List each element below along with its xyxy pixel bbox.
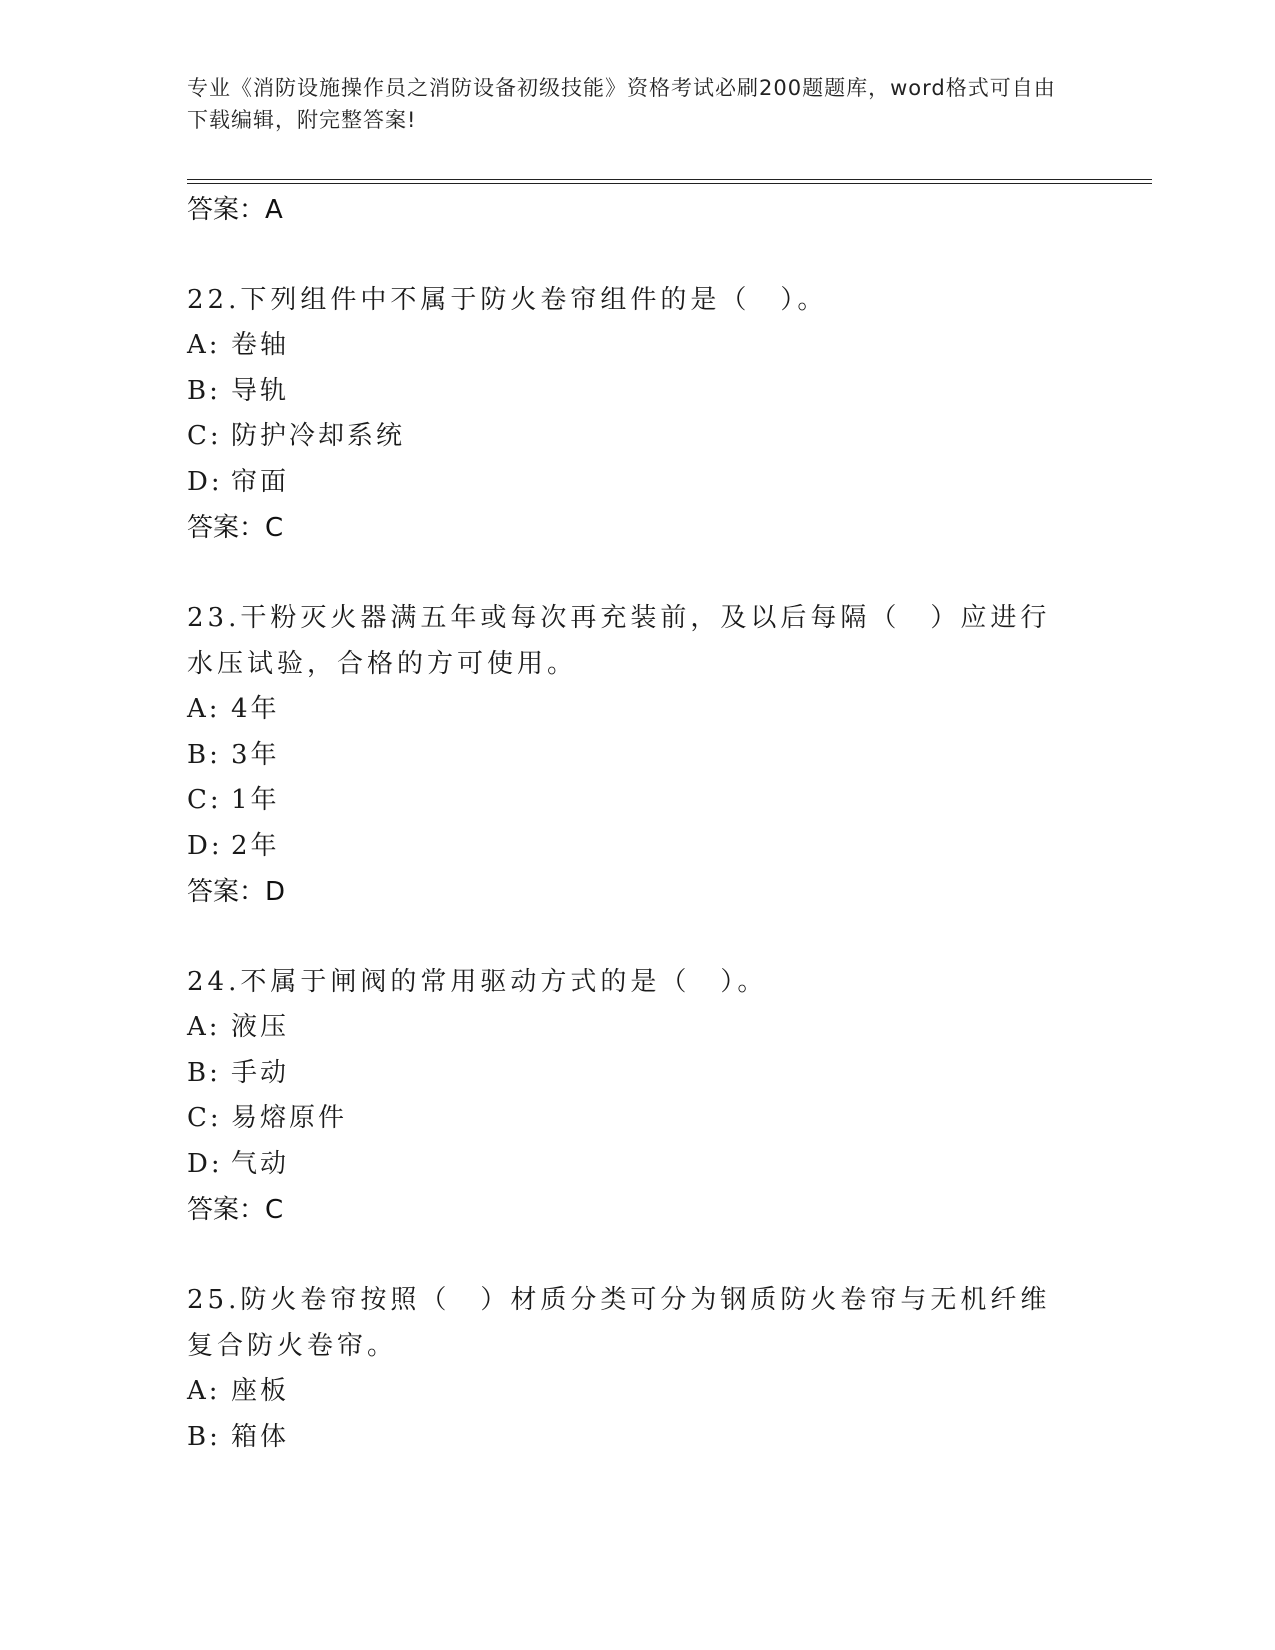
option-key: A: (187, 1012, 221, 1042)
option-c (187, 414, 1087, 460)
question-stem: 25.防火卷帘按照（ ）材质分类可分为钢质防火卷帘与无机纤维复合防火卷帘。 (187, 1285, 1051, 1361)
option-text: 易熔原件 (231, 1103, 348, 1133)
header-text: 专业《消防设施操作员之消防设备初级技能》资格考试必刷200题题库，word格式可自由下载编辑，附完整答案! (187, 76, 1056, 132)
document-header (187, 72, 1067, 136)
question-25 (187, 1277, 1087, 1460)
question-24 (187, 959, 1087, 1233)
option-b (187, 369, 1087, 415)
option-b (187, 1415, 1087, 1461)
option-d (187, 460, 1087, 506)
option-a (187, 1005, 1087, 1051)
option-key: B: (187, 1057, 221, 1088)
option-key: B: (187, 739, 221, 770)
header-divider-bottom (187, 183, 1152, 184)
question-22 (187, 277, 1087, 551)
option-text: 2年 (231, 830, 280, 861)
option-text: 卷轴 (231, 330, 290, 360)
option-c (187, 1096, 1087, 1142)
option-text: 箱体 (231, 1421, 290, 1452)
question-list (187, 187, 1087, 1460)
option-b (187, 733, 1087, 779)
answer-label: 答案：A (187, 195, 283, 225)
option-key: B: (187, 375, 221, 406)
option-key: D: (187, 466, 223, 497)
option-a (187, 687, 1087, 733)
option-text: 导轨 (231, 375, 290, 406)
option-key: D: (187, 1148, 223, 1179)
option-key: A: (187, 694, 221, 724)
option-key: C: (187, 421, 222, 451)
header-divider-top (187, 179, 1152, 180)
option-text: 帘面 (231, 466, 290, 497)
option-d (187, 824, 1087, 870)
option-text: 手动 (231, 1057, 290, 1088)
answer-label: 答案：C (187, 1195, 284, 1225)
answer-label: 答案：C (187, 513, 284, 543)
option-text: 防护冷却系统 (231, 421, 406, 451)
option-key: B: (187, 1421, 221, 1452)
option-key: D: (187, 830, 223, 861)
option-text: 1年 (231, 785, 280, 815)
option-text: 4年 (231, 694, 280, 724)
option-key: A: (187, 1376, 221, 1406)
question-stem: 23.干粉灭火器满五年或每次再充装前，及以后每隔（ ）应进行水压试验，合格的方可使用。 (187, 603, 1051, 679)
option-d (187, 1142, 1087, 1188)
answer-label: 答案：D (187, 877, 286, 907)
question-stem: 24.不属于闸阀的常用驱动方式的是（ ）。 (187, 967, 768, 997)
option-c (187, 778, 1087, 824)
option-text: 座板 (231, 1376, 290, 1406)
option-text: 气动 (231, 1148, 290, 1179)
question-stem: 22.下列组件中不属于防火卷帘组件的是（ ）。 (187, 285, 828, 315)
question-23 (187, 595, 1087, 915)
option-a (187, 1369, 1087, 1415)
option-text: 3年 (231, 739, 280, 770)
option-b (187, 1051, 1087, 1097)
option-text: 液压 (231, 1012, 290, 1042)
option-key: C: (187, 785, 222, 815)
option-key: C: (187, 1103, 222, 1133)
option-a (187, 323, 1087, 369)
option-key: A: (187, 330, 221, 360)
